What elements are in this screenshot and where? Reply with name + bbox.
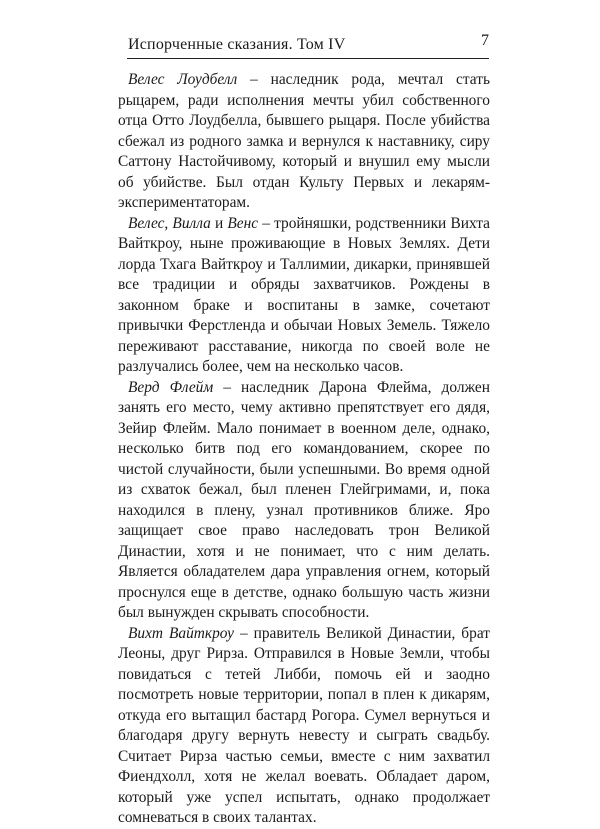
entry-text: – тройняшки, родственники Вихта Вайткроу, ныне проживающие в Новых Землях. Дети лорда Тхага Вайткроу и Таллимии, дикарки, принявшей все традиции и обряды захватчиков. Рождены в законном браке и воспитаны в замке, сочетают привычки Ферстленда и обычаи Новых Земель. Тяжело переживают расставание, никогда по своей воле не разлучались более, чем на несколько часов.	[118, 214, 491, 375]
entry-text: – правитель Великой Династии, брат Леоны, друг Рирза. Отправился в Новые Земли, чтобы повидаться с тетей Либби, помочь ей и заодно посмотреть новые территории, попал в плен к дикарям, откуда его вытащил бастард Рогора. Сумел вернуться и благодаря другу вернуть невесту и сыграть свадьбу. Считает Рирза частью семьи, вместе с ним захватил Фиендхолл, хотя не желал воевать. Обладает даром, который уже успел испытать, однако продолжает сомневаться в своих талантах.	[118, 624, 490, 826]
entry-text: – наследник рода, мечтал стать рыцарем, ради исполнения мечты убил собственного отца Отто Лоудбелла, бывшего рыцаря. После убийства сбежал из родного замка и вернулся к наставнику, сиру Саттону Настойчивому, который и внушил ему мысли об убийстве. Был отдан Культу Первых и лекарям-экспериментаторам.	[118, 71, 490, 211]
entry-name: Велес Лоудбелл	[128, 71, 238, 88]
entry-name: Венс	[227, 214, 259, 232]
page-body	[118, 70, 490, 829]
entry-veles-loudbell	[118, 70, 490, 214]
entry-name: Вихт Вайткроу	[128, 624, 235, 642]
entry-name: Вилла	[172, 214, 211, 232]
entry-separator: и	[210, 214, 228, 232]
entry-name: Верд Флейм	[128, 378, 214, 396]
entry-name: Велес	[128, 214, 165, 232]
entry-verd-fleim	[118, 378, 490, 624]
page-number: 7	[481, 32, 489, 49]
entry-text: – наследник Дарона Флейма, должен занять его место, чему активно препятствует его дядя, Зейир Флейм. Мало понимает в военном деле, однако, несколько битв под его командованием, скорее по чистой случайности, были успешными. Во время одной из схваток бежал, был пленен Глейгримами, и, пока находился в плену, узнал противников ближе. Яро защищает свое право наследовать трон Великой Династии, хотя и не понимает, что с ним делать. Является обладателем дара управления огнем, который проснулся еще в детстве, однако большую часть жизни был вынужден скрывать способности.	[118, 378, 490, 621]
entry-separator: ,	[164, 214, 173, 232]
header-rule	[127, 58, 489, 59]
running-head-title: Испорченные сказания. Том IV	[128, 36, 346, 53]
entry-vikht-vaitkrou	[118, 624, 490, 829]
entry-veles-villa-vens	[118, 214, 490, 378]
